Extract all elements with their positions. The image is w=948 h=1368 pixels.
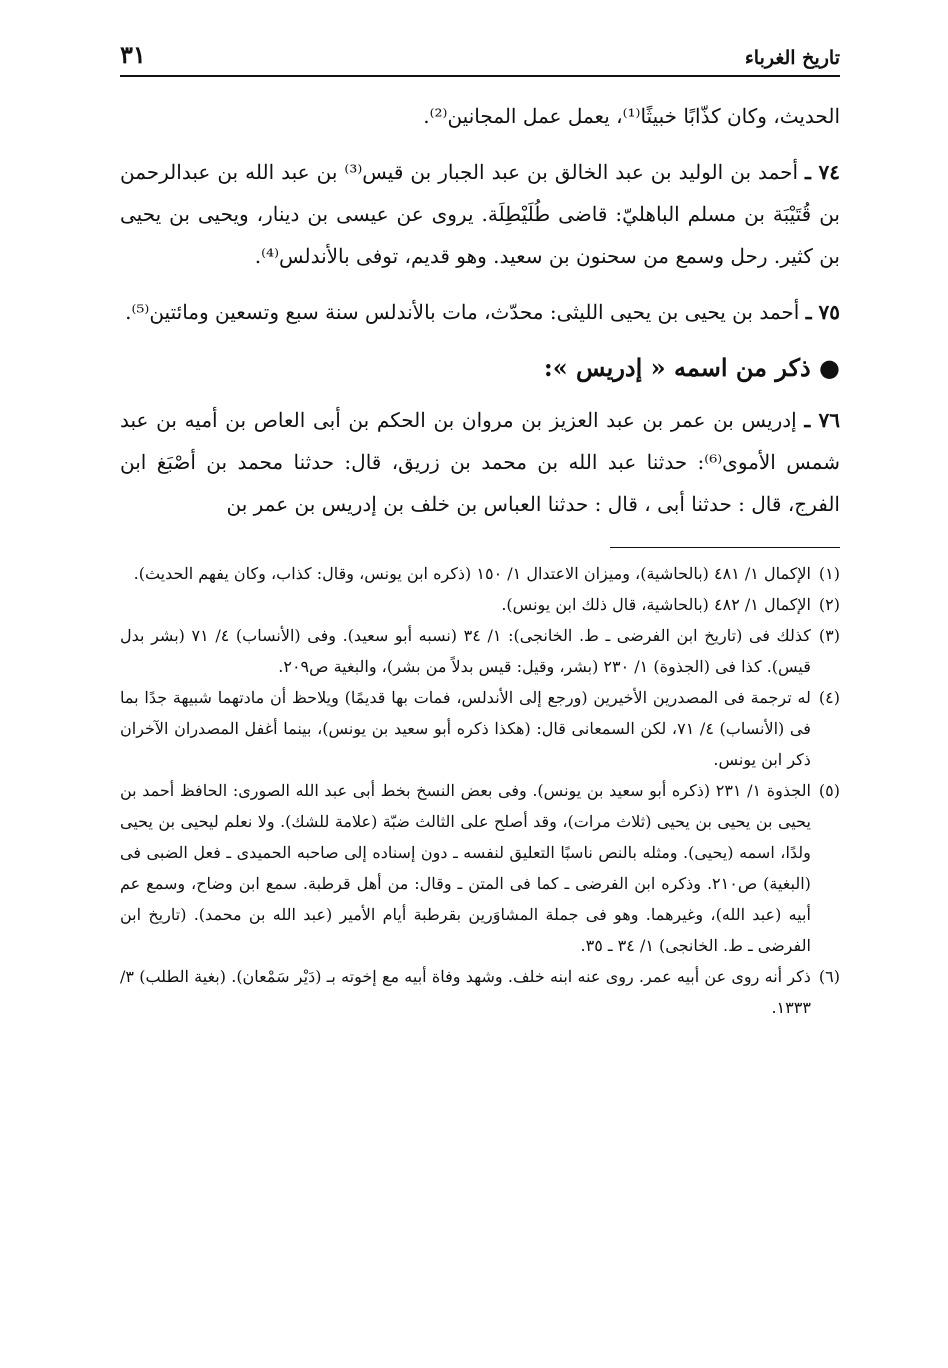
entry-text: أحمد بن يحيى بن يحيى الليثى: محدّث، مات بالأندلس سنة سبع وتسعين ومائتين⁽⁵⁾. [125, 300, 800, 324]
footnote-separator [610, 547, 840, 548]
entry-text: أحمد بن الوليد بن عبد الخالق بن عبد الجبار بن قيس⁽³⁾ بن عبد الله بن عبدالرحمن بن قُتَيْبَة بن مسلم الباهليّ: قاضى طُلَيْطِلَة. يروى عن عيسى بن دينار، ويحيى بن يحيى بن كثير. رحل وسمع من سحنون بن سعيد. وهو قديم، توفى بالأندلس⁽⁴⁾. [120, 160, 840, 268]
entry-number: ٧٤ ـ [805, 160, 841, 184]
book-page [120, 40, 840, 1023]
footnote-text: الإكمال ١/ ٤٨٢ (بالحاشية، قال ذلك ابن يونس). [501, 595, 811, 614]
main-text [120, 95, 840, 525]
footnote-text: الإكمال ١/ ٤٨١ (بالحاشية)، وميزان الاعتدال ١/ ١٥٠ (ذكره ابن يونس، وقال: كذاب، وكان يفهم الحديث). [133, 564, 811, 583]
footnote-mark: (٤) [818, 688, 840, 707]
entry-74 [120, 151, 840, 277]
paragraph-continuation: الحديث، وكان كذّابًا خبيثًا⁽¹⁾، يعمل عمل المجانين⁽²⁾. [423, 104, 840, 128]
footnote [120, 589, 840, 620]
footnote [120, 558, 840, 589]
footnote-text: له ترجمة فى المصدرين الأخيرين (ورجع إلى الأندلس، فمات بها قديمًا) ويلاحظ أن مادتهما شبيهة جدًا بما فى (الأنساب) ٤/ ٧١، لكن السمعانى قال: (هكذا ذكره أبو سعيد بن يونس)، بينما أغفل المصدران الآخران ذكر ابن يونس. [120, 688, 811, 769]
entry-75 [120, 291, 840, 333]
page-number: ٣١ [120, 40, 146, 69]
footnote-mark: (١) [818, 564, 840, 583]
footnote-mark: (٢) [818, 595, 840, 614]
footnote [120, 775, 840, 961]
footnote-text: ذكر أنه روى عن أبيه عمر. روى عنه ابنه خلف. وشهد وفاة أبيه مع إخوته بـ (دَيْر سَمْعان). (بغية الطلب) ٣/ ١٣٣٣. [120, 967, 811, 1017]
entry-text: إدريس بن عمر بن عبد العزيز بن مروان بن الحكم بن أبى العاص بن أميه بن عبد شمس الأموى⁽⁶⁾: حدثنا عبد الله بن محمد بن زريق، قال: حدثنا محمد بن أصْبَغ ابن الفرج، قال : حدثنا أبى ، قال : حدثنا العباس بن خلف بن إدريس بن عمر بن [120, 408, 841, 516]
footnotes [120, 558, 840, 1023]
entry-number: ٧٦ ـ [804, 408, 841, 432]
footnote [120, 682, 840, 775]
running-header [120, 40, 840, 77]
footnote-mark: (٣) [818, 626, 840, 645]
section-heading: ● ذكر من اسمه « إدريس »: [543, 353, 840, 382]
footnote-text: كذلك فى (تاريخ ابن الفرضى ـ ط. الخانجى): ١/ ٣٤ (نسبه أبو سعيد). وفى (الأنساب) ٤/ ٧١ (بشر بدل قيس). كذا فى (الجذوة) ١/ ٢٣٠ (بشر، وقيل: قيس بدلاً من بشر)، والبغية ص٢٠٩. [120, 626, 811, 676]
footnote-text: الجذوة ١/ ٢٣١ (ذكره أبو سعيد بن يونس). وفى بعض النسخ بخط أبى عبد الله الصورى: الحافظ أحمد بن يحيى بن يحيى بن يحيى (ثلاث مرات)، وقد أصلح على الثالث ضبّة (علامة للشك). ولا نعلم ليحيى بن يحيى ولدًا، اسمه (يحيى). ومثله بالنص ناسبًا التعليق لنفسه ـ دون إسناده إلى صاحبه الحميدى ـ فعل الضبى فى (البغية) ص٢١٠. وذكره ابن الفرضى ـ كما فى المتن ـ وقال: من أهل قرطبة. سمع ابن وضاح، وسمع عم أبيه (عبد الله)، وغيرهما. وهو فى جملة المشاوَرين بقرطبة أيام الأمير (عبد الله بن محمد). (تاريخ ابن الفرضى ـ ط. الخانجى) ١/ ٣٤ ـ ٣٥. [120, 781, 811, 955]
entry-76 [120, 399, 840, 525]
footnote-mark: (٦) [818, 967, 840, 986]
footnote [120, 961, 840, 1023]
footnote [120, 620, 840, 682]
book-title: تاريخ الغرباء [744, 47, 840, 69]
entry-number: ٧٥ ـ [805, 300, 840, 324]
footnote-mark: (٥) [818, 781, 840, 800]
